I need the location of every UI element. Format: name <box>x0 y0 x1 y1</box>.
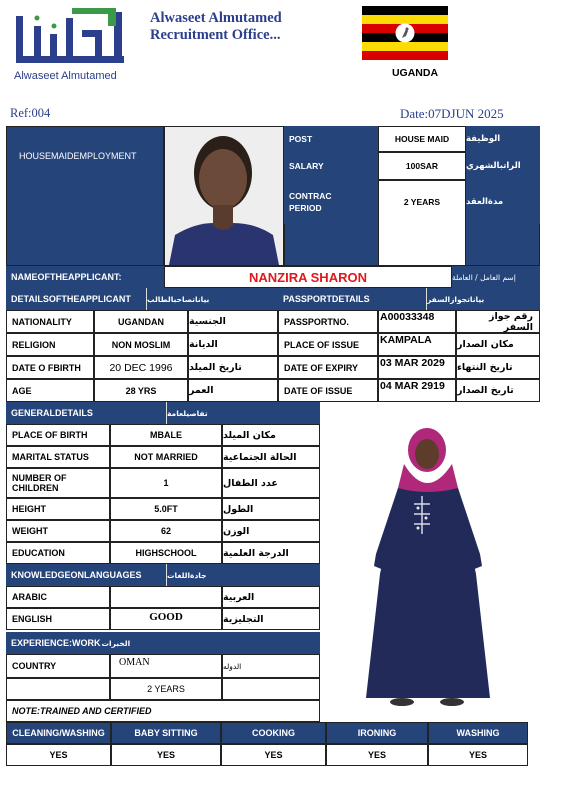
applicant-details-header: DETAILSOFTHEAPPLICANT <box>6 288 146 310</box>
children-value: 1 <box>110 468 222 498</box>
employment-title: HOUSEMAIDEMPLOYMENT <box>19 151 137 161</box>
general-details-table <box>6 424 320 564</box>
children-arabic: عدد الطفال <box>222 468 320 498</box>
date-of-issue-label: DATE OF ISSUE <box>278 379 378 402</box>
religion-arabic: الديانة <box>188 333 278 356</box>
date-of-expiry-value: 03 MAR 2029 <box>378 356 456 379</box>
company-name <box>150 10 350 44</box>
religion-label: RELIGION <box>6 333 94 356</box>
height-value: 5.0FT <box>110 498 222 520</box>
details-table <box>6 310 278 402</box>
education-arabic: الدرجة العلمية <box>222 542 320 564</box>
weight-label: WEIGHT <box>6 520 110 542</box>
applicant-name-arabic: إسم العامل / العاملة <box>452 266 540 288</box>
post-arabic: الوظيفة <box>466 126 540 152</box>
experience-years-value: 2 YEARS <box>110 678 222 700</box>
passport-number-arabic: رقم جواز السفر <box>456 310 540 333</box>
date-of-birth-arabic: تاريخ الميلد <box>188 356 278 379</box>
children-label <box>6 468 110 498</box>
height-label: HEIGHT <box>6 498 110 520</box>
skill-header-ironing: IRONING <box>326 722 428 744</box>
contract-arabic: مدةالعقد <box>466 180 540 224</box>
place-of-birth-value: MBALE <box>110 424 222 446</box>
company-name-line1: Alwaseet Almutamed <box>150 10 282 26</box>
languages-table <box>6 586 320 630</box>
age-value: 28 YRS <box>94 379 188 402</box>
experience-empty-cell <box>6 678 110 700</box>
english-language-arabic: التجليزية <box>222 608 320 630</box>
experience-country-label: COUNTRY <box>6 654 110 678</box>
arabic-language-value <box>110 586 222 608</box>
passport-number-value: A00033348 <box>378 310 456 333</box>
company-name-line2: Recruitment Office... <box>150 27 281 43</box>
place-of-issue-value: KAMPALA <box>378 333 456 356</box>
marital-status-arabic: الحالة الجتماعية <box>222 446 320 468</box>
experience-empty-cell-right <box>222 678 320 700</box>
experience-header-label: EXPERIENCE:WORK <box>11 638 101 648</box>
place-of-birth-arabic: مكان الميلد <box>222 424 320 446</box>
contract-label-line2: PERIOD <box>289 203 322 213</box>
weight-value: 62 <box>110 520 222 542</box>
salary-value: 100SAR <box>378 152 466 180</box>
contract-label <box>284 180 378 224</box>
experience-table <box>6 654 320 700</box>
applicant-name-value: NANZIRA SHARON <box>164 266 452 288</box>
nationality-value: UGANDAN <box>94 310 188 333</box>
age-label: AGE <box>6 379 94 402</box>
date-of-birth-value: 20 DEC 1996 <box>94 356 188 379</box>
place-of-issue-label: PLACE OF ISSUE <box>278 333 378 356</box>
passport-details-header: PASSPORTDETAILS <box>278 288 426 310</box>
general-details-header: GENERALDETAILS <box>6 402 166 424</box>
training-note: NOTE:TRAINED AND CERTIFIED <box>6 700 320 722</box>
date-of-expiry-label: DATE OF EXPIRY <box>278 356 378 379</box>
experience-country-value: OMAN <box>110 654 222 678</box>
contract-label-line1: CONTRAC <box>289 191 332 201</box>
height-arabic: الطول <box>222 498 320 520</box>
passport-number-label: PASSPORTNO. <box>278 310 378 333</box>
education-value: HIGHSCHOOL <box>110 542 222 564</box>
place-of-birth-label: PLACE OF BIRTH <box>6 424 110 446</box>
applicant-photo <box>164 126 284 266</box>
education-label: EDUCATION <box>6 542 110 564</box>
skills-table <box>6 722 528 766</box>
english-language-label: ENGLISH <box>6 608 110 630</box>
logo-caption: Alwaseet Almutamed <box>14 70 117 82</box>
country-label: UGANDA <box>391 67 439 79</box>
nationality-arabic: الجنسية <box>188 310 278 333</box>
skill-value-washing: YES <box>428 744 528 766</box>
applicant-details-header-arabic: بياناتصاحبالطالب <box>146 288 278 310</box>
religion-value: NON MOSLIM <box>94 333 188 356</box>
salary-label: SALARY <box>284 152 378 180</box>
employment-title-box <box>6 126 164 266</box>
document-date: Date:07DJUN 2025 <box>400 106 504 121</box>
date-of-expiry-arabic: تاريخ النتهاء <box>456 356 540 379</box>
experience-header-arabic: الخبرات <box>101 638 131 648</box>
children-label-line2: CHILDREN <box>12 483 59 493</box>
full-body-photo <box>322 404 528 722</box>
general-details-header-arabic: تفاصيلعامة <box>166 402 320 424</box>
children-label-line1: NUMBER OF <box>12 473 67 483</box>
skill-value-ironing: YES <box>326 744 428 766</box>
post-label: POST <box>284 126 378 152</box>
languages-header-arabic: جادةاللغات <box>166 564 320 586</box>
date-of-birth-label: DATE O FBIRTH <box>6 356 94 379</box>
passport-table <box>278 310 540 402</box>
applicant-name-label: NAMEOFTHEAPPLICANT: <box>6 266 164 288</box>
skill-header-baby-sitting: BABY SITTING <box>111 722 221 744</box>
marital-status-label: MARITAL STATUS <box>6 446 110 468</box>
languages-header: KNOWLEDGEONLANGUAGES <box>6 564 166 586</box>
contract-value: 2 YEARS <box>378 180 466 266</box>
skill-value-cooking: YES <box>221 744 326 766</box>
place-of-issue-arabic: مكان الصدار <box>456 333 540 356</box>
nationality-label: NATIONALITY <box>6 310 94 333</box>
skill-header-cleaning: CLEANING/WASHING <box>6 722 111 744</box>
passport-details-header-arabic: بياناتجوازالسفر <box>426 288 540 310</box>
skill-value-baby-sitting: YES <box>111 744 221 766</box>
experience-country-arabic: الدوله <box>222 654 320 678</box>
arabic-language-label: ARABIC <box>6 586 110 608</box>
skill-header-cooking: COOKING <box>221 722 326 744</box>
date-of-issue-value: 04 MAR 2919 <box>378 379 456 402</box>
marital-status-value: NOT MARRIED <box>110 446 222 468</box>
salary-arabic: الراتبالشهري <box>466 152 540 180</box>
arabic-language-arabic: العربية <box>222 586 320 608</box>
company-logo <box>10 6 136 86</box>
uganda-flag <box>362 6 448 60</box>
experience-header <box>6 632 320 654</box>
post-value: HOUSE MAID <box>378 126 466 152</box>
age-arabic: العمر <box>188 379 278 402</box>
date-of-issue-arabic: تاريخ الصدار <box>456 379 540 402</box>
skill-header-washing: WASHING <box>428 722 528 744</box>
reference-number: Ref:004 <box>10 106 51 120</box>
english-language-value: GOOD <box>110 608 222 630</box>
weight-arabic: الوزن <box>222 520 320 542</box>
skill-value-cleaning: YES <box>6 744 111 766</box>
